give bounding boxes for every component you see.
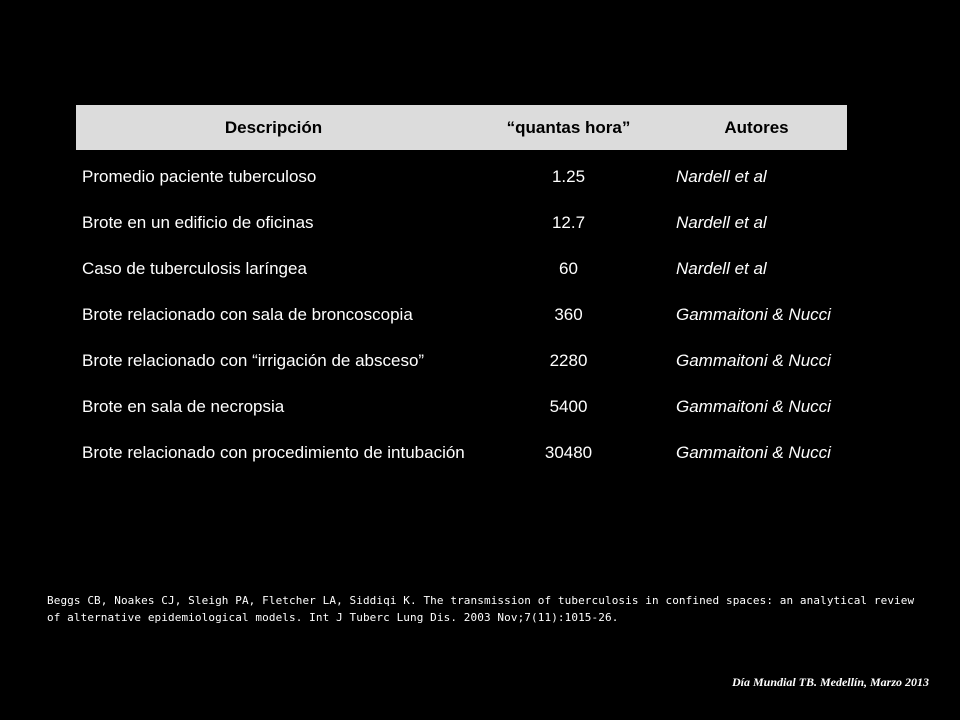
cell-autores: Nardell et al (676, 259, 767, 278)
header-quantas-hora: “quantas hora” (506, 117, 631, 137)
cell-quantas: 12.7 (551, 213, 586, 232)
cell-quantas: 360 (554, 305, 583, 324)
cell-quantas: 5400 (549, 397, 588, 416)
header-autores: Autores (724, 117, 789, 137)
table-row (76, 196, 847, 242)
cell-autores: Gammaitoni & Nucci (676, 443, 831, 462)
cell-quantas: 30480 (544, 443, 593, 462)
cell-autores: Gammaitoni & Nucci (676, 397, 831, 416)
table-row (76, 242, 847, 288)
cell-quantas: 2280 (549, 351, 588, 370)
cell-autores: Gammaitoni & Nucci (676, 351, 831, 370)
table-row (76, 288, 847, 334)
cell-quantas: 60 (559, 259, 578, 278)
cell-descripcion: Brote relacionado con “irrigación de absceso” (82, 351, 425, 370)
cell-descripcion: Caso de tuberculosis laríngea (82, 259, 307, 278)
table-row (76, 426, 847, 532)
reference-citation: Beggs CB, Noakes CJ, Sleigh PA, Fletcher LA, Siddiqi K. The transmission of tuberculosis in confined spaces: an analytical review of alternative epidemiological models. Int J Tuberc Lung Dis. 2003 Nov;7(11):1015-26. (47, 594, 915, 624)
table-row (76, 334, 847, 380)
footer-event-label: Día Mundial TB. Medellín, Marzo 2013 (731, 675, 929, 689)
table-row (76, 380, 847, 426)
cell-autores: Nardell et al (676, 213, 767, 232)
quanta-table (76, 105, 847, 532)
cell-descripcion: Brote en sala de necropsia (82, 397, 285, 416)
cell-descripcion: Brote relacionado con sala de broncoscopia (82, 305, 413, 324)
cell-descripcion: Promedio paciente tuberculoso (82, 167, 317, 186)
cell-quantas: 1.25 (551, 167, 586, 186)
cell-autores: Gammaitoni & Nucci (676, 305, 831, 324)
table-row (76, 150, 847, 196)
header-descripcion: Descripción (224, 117, 323, 137)
cell-autores: Nardell et al (676, 167, 767, 186)
table-header-row (76, 105, 847, 150)
cell-descripcion: Brote relacionado con procedimiento de intubación (82, 443, 465, 462)
cell-descripcion: Brote en un edificio de oficinas (82, 213, 314, 232)
